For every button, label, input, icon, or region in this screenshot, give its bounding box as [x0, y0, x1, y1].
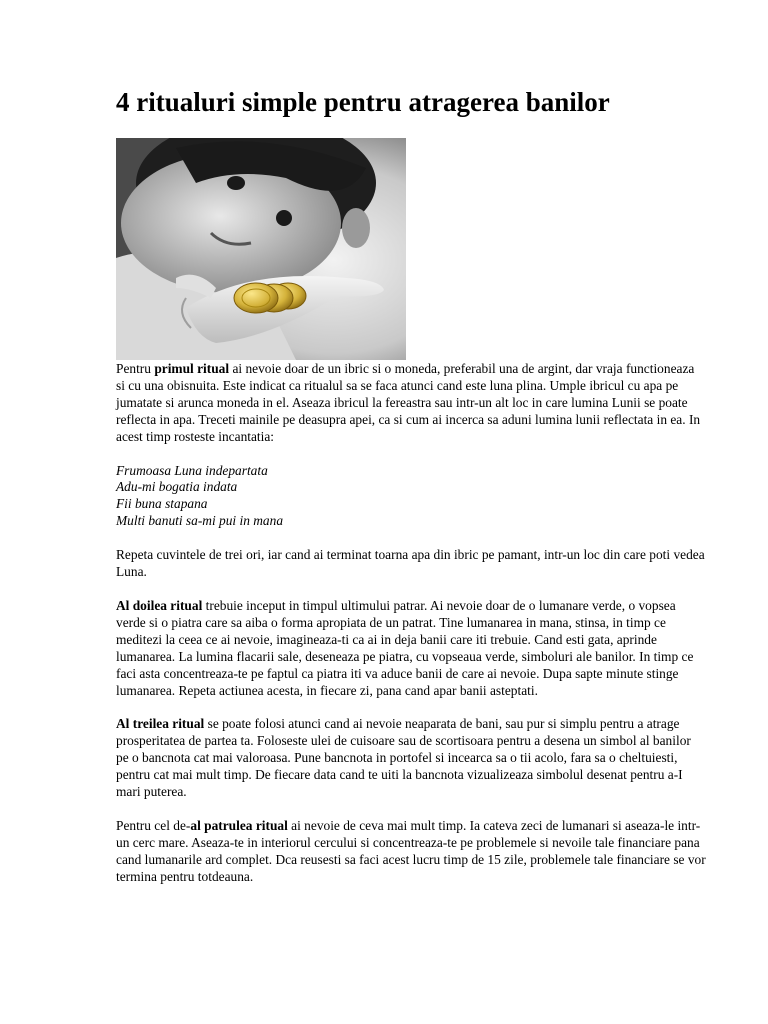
p4-bold: Al treilea ritual: [116, 716, 205, 732]
article-body: [116, 361, 706, 903]
p1-intro: Pentru: [116, 361, 155, 376]
paragraph-repeat: Repeta cuvintele de trei ori, iar cand ai terminat toarna apa din ibric pe pamant, intr-un loc din care poti vedea Luna.: [116, 547, 705, 580]
p5-bold: al patrulea ritual: [190, 817, 288, 833]
p1-text: ai nevoie doar de un ibric si o moneda, preferabil una de argint, dar vraja functioneaza si cu una obisnuita. Este indicat ca ritualul sa se faca atunci cand este luna plina. Umple ibricul cu apa pe jumatate si arunca moneda in el. Aseaza ibricul la fereastra sau intr-un alt loc in care lumina Lunii se poate reflecta in apa. Treceti mainile pe deasupra apei, ca si cum ai incerca sa aduni lumina lunii reflectata in ea. In acest timp rosteste incantatia:: [116, 361, 701, 444]
incantation-poem: [116, 463, 706, 531]
paragraph-ritual-1: [116, 361, 706, 446]
paragraph-ritual-3: [116, 716, 706, 801]
poem-line: Fii buna stapana: [116, 496, 208, 512]
child-with-coins-image: [116, 138, 406, 360]
p3-bold: Al doilea ritual: [116, 597, 203, 613]
p4-text: se poate folosi atunci cand ai nevoie neaparata de bani, sau pur si simplu pentru a atrage prosperitatea de partea ta. Foloseste ulei de cuisoare sau de scortisoara pentru a desena un simbol al banilor pe o bancnota cat mai valoroasa. Pune bancnota in portofel si incearca sa o tii acolo, fara sa o cheltuiesti, pentru cat mai mult timp. De fiecare data cand te uiti la bancnota vizualizeaza simbolul desenat pentru a-I mari puterea.: [116, 716, 691, 800]
poem-line: Multi banuti sa-mi pui in mana: [116, 513, 284, 529]
poem-line: Adu-mi bogatia indata: [116, 479, 238, 495]
p5-text: ai nevoie de ceva mai mult timp. Ia cateva zeci de lumanari si aseaza-le intr-un cerc mare. Aseaza-te in interiorul cercului si concentreaza-te pe problemele si nevoile tale financiare pana cand lumanarile ard complet. Dca reusesti sa faci acest lucru timp de 15 zile, problemele tale financiare se vor termina pentru totdeauna.: [116, 817, 706, 884]
paragraph-ritual-4: [116, 818, 706, 886]
paragraph-ritual-2: [116, 598, 706, 699]
p3-text: trebuie inceput in timpul ultimului patrar. Ai nevoie doar de o lumanare verde, o vopsea verde si o piatra care sa aiba o forma apropiata de un patrat. Tine lumanarea in mana, stinsa, in timp ce meditezi la ceea ce ai nevoie, imagineaza-ti ca ai in deja banii care iti trebuie. Cand esti gata, aprinde lumanarea. La lumina flacarii sale, deseneaza pe piatra, cu vopseaua verde, simboluri ale banilor. In timp ce faci asta concentreaza-te pe faptul ca piatra iti va aduce banii de care ai nevoie. Dupa sapte minute stinge lumanarea. Repeta actiunea acesta, in fiecare zi, pana cand apar banii asteptati.: [116, 597, 694, 698]
page-title: 4 ritualuri simple pentru atragerea banilor: [116, 87, 610, 117]
poem-line: Frumoasa Luna indepartata: [116, 462, 268, 478]
p5-intro: Pentru cel de-: [116, 817, 191, 833]
p1-bold: primul ritual: [154, 361, 230, 376]
